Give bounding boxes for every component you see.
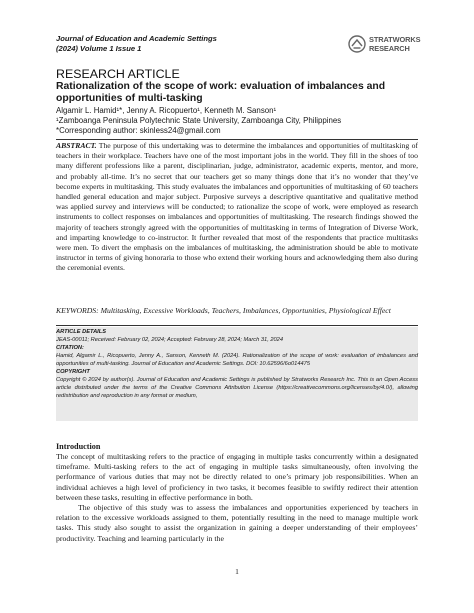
section-heading-introduction: Introduction [56, 442, 101, 451]
citation-heading: CITATION: [56, 345, 84, 351]
affiliation: ¹Zamboanga Peninsula Polytechnic State University, Zamboanga City, Philippines [56, 116, 342, 125]
abstract-rule [56, 325, 418, 326]
details-text: JEAS-00011; Received: February 02, 2024; Accepted: February 28, 2024; March 31, 2024 [56, 337, 284, 343]
journal-name: Journal of Education and Academic Settings [56, 34, 217, 43]
abstract-text: The purpose of this undertaking was to determine the imbalances and opportunities of multitasking of teachers in their workplace. Teachers have one of the most important jobs in the world. They fill in the shoes of too many different professions like a parent, disciplinarian, judge, administrator, academic experts, mentor, and more, and probably all-time. It’s no secret that our teachers get so many things done that it’s no wonder that they’ve become experts in multitasking. This study evaluates the imbalances and opportunities of multitasking of 60 teachers handled general education and major subject. Purposive surveys a descriptive quantitative and qualitative method was applied survey and interviews will be conducted; to rationalize the scope of work, were employed as research instruments to collect responses on imbalances and opportunities of multitasking. The research findings showed the majority of teachers strongly agreed with the opportunities of multitasking in terms of Integration of Diverse Work, and imparting knowledge to co-instructor. It further revealed that most of the respondents that practice multitasks were men. To divert the emphasis on the imbalances of multitasking, the administration should be able to motivate instructor in terms of giving honoraria to those who extend their working hours and acknowledging them also during the ceremonial events. [56, 141, 418, 273]
abstract [56, 141, 418, 274]
article-type: RESEARCH ARTICLE [56, 67, 180, 81]
abstract-label: ABSTRACT. [56, 141, 97, 150]
keywords: KEYWORDS: Multitasking, Excessive Workloads, Teachers, Imbalances, Opportunities, Physiological Effect [56, 306, 391, 315]
author-list: Algamir L. Hamid¹*, Jenny A. Ricopuerto¹, Kenneth M. Sanson¹ [56, 106, 277, 115]
body-paragraph: The concept of multitasking refers to the practice of engaging in multiple tasks concurrently within a designated timeframe. Multi-tasking refers to the act of engaging in multiple tasks simultaneously, often involving the performance of various duties that may not be directly related to one’s primary job responsibilities. When an individual achieves a high level of proficiency in two tasks, it becomes feasible to swiftly redirect their attention between these tasks, resulting in effective performance in both. [56, 452, 418, 502]
corresponding-author: *Corresponding author: skinless24@gmail.com [56, 126, 221, 135]
publisher-logo-icon [348, 35, 366, 53]
journal-volume: (2024) Volume 1 Issue 1 [56, 44, 142, 53]
page-number: 1 [235, 567, 239, 576]
publisher-logo [348, 33, 428, 57]
journal-header [56, 34, 316, 54]
copyright-text: Copyright © 2024 by author(s). Journal of Education and Academic Settings is published by Stratworks Research Inc. This is an Open Access article distributed under the terms of the Creative Commons Attribution License (https://creativecommons.org/licenses/by/4.0/), allowing redistribution and reproduction in any format or medium, [56, 377, 418, 399]
publisher-logo-text [369, 36, 420, 53]
details-heading: ARTICLE DETAILS [56, 329, 107, 335]
logo-word-2: RESEARCH [369, 43, 410, 53]
article-details-box [56, 327, 418, 421]
copyright-heading: COPYRIGHT [56, 369, 90, 375]
article-title: Rationalization of the scope of work: evaluation of imbalances and opportunities of multi-tasking [56, 81, 386, 104]
body-paragraph: The objective of this study was to assess the imbalances and opportunities experienced by teachers in relation to the excessive workloads assigned to them, potentially resulting in the need to manage multiple work tasks. This study also sought to assist the organization in gaining a deeper understanding of their employees’ productivity. Teaching and learning particularly in the [56, 503, 418, 543]
logo-word-1: STRATWORKS [369, 35, 421, 44]
introduction-body [56, 452, 418, 544]
top-rule [56, 139, 418, 140]
citation-text: Hamid, Algamir L., Ricopuerto, Jenny A., Sanson, Kenneth M. (2024). Rationalization of the scope of work: evaluation of imbalances and opportunities of multi-tasking. Journal of Education and Academic Settings. DOI: 10.62596/6o014475 [56, 353, 418, 367]
